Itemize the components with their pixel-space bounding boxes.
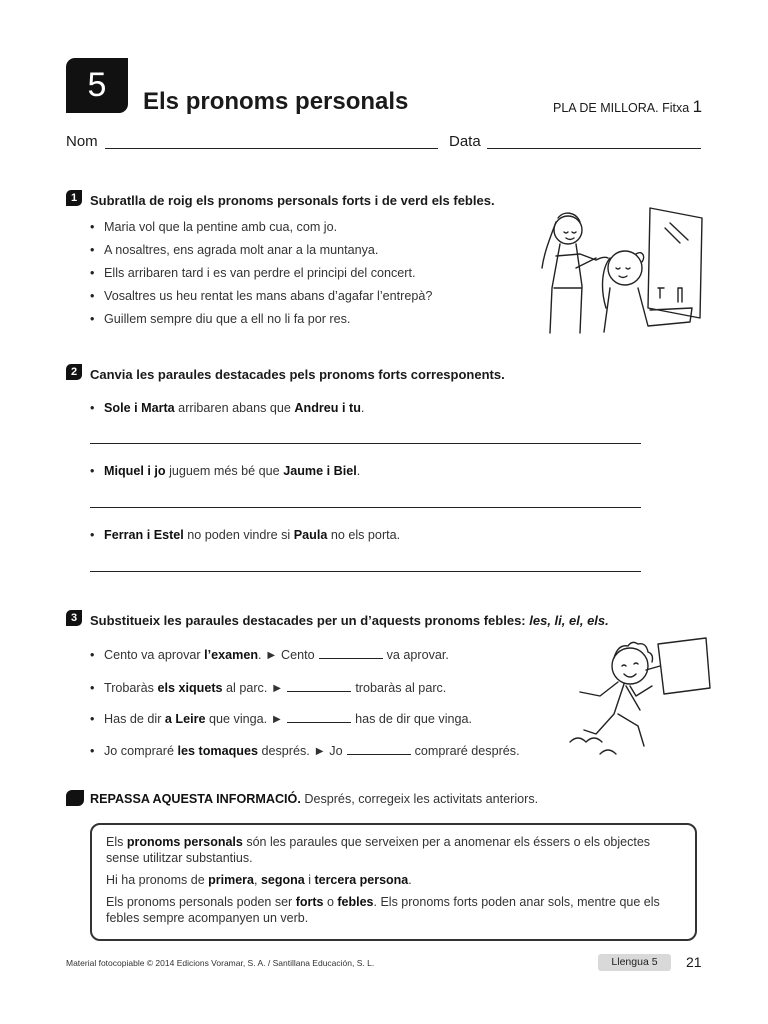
info-text: o [323,895,338,909]
info-bold: primera [208,873,254,887]
item-text: trobaràs al parc. [355,681,447,695]
exercise-3-item [90,647,449,662]
exercise-2-number: 2 [66,364,82,380]
item-text: Has de dir [104,712,165,726]
review-text: Després, corregeix les activitats anteriors. [304,792,539,806]
answer-line[interactable] [90,443,641,444]
info-text: . Els pronoms forts poden anar sols, mentre que els febles sempre acompanyen un verb. [106,895,660,925]
info-text: Els pronoms personals poden ser [106,895,296,909]
exercise-1-item: • Vosaltres us heu rentat les mans abans d’agafar l’entrepà? [90,289,432,303]
exercise-3-instruction-row [90,613,609,628]
answer-blank[interactable] [319,647,383,659]
exercise-1-item: • Guillem sempre diu que a ell no li fa por res. [90,312,350,326]
exercise-2-item [90,401,364,415]
exercise-2-item [90,528,400,542]
highlighted-words: els xiquets [157,681,223,695]
item-text: has de dir que vinga. [355,712,473,726]
info-text: i [304,873,315,887]
exercise-1-item: • Ells arribaren tard i es van perdre el principi del concert. [90,266,416,280]
info-box [90,823,697,941]
exercise-1-number: 1 [66,190,82,206]
exercise-3-item [90,711,472,726]
info-text: . [408,873,412,887]
worksheet-label [553,97,702,117]
name-label: Nom [66,133,98,150]
answer-line[interactable] [90,571,641,572]
item-text: Cento va aprovar [104,648,205,662]
exercise-1-item: • A nosaltres, ens agrada molt anar a la muntanya. [90,243,378,257]
plan-number: 1 [692,97,703,116]
info-bold: febles [337,895,374,909]
info-text: són les paraules que serveixen per a anomenar els éssers o els objectes sense utilitzar substantius. [106,835,651,865]
item-text: Jo compraré [104,744,178,758]
date-label: Data [449,133,481,150]
info-text: Hi ha pronoms de [106,873,209,887]
item-text: no poden vindre si [183,528,294,542]
subject-tag: Llengua 5 [598,954,671,971]
item-text: juguem més bé que [165,464,284,478]
info-paragraph-2 [106,872,681,888]
item-text: no els porta. [327,528,401,542]
date-field-line[interactable] [487,148,701,149]
info-bold: pronoms personals [126,835,243,849]
highlighted-words: l’examen [204,648,259,662]
info-bold: forts [295,895,324,909]
info-bold: segona [260,873,305,887]
exercise-3-instruction: Substitueix les paraules destacades per un d’aquests pronoms febles: [90,613,526,628]
unit-number-badge: 5 [66,58,128,113]
review-heading [90,792,538,806]
answer-blank[interactable] [287,680,351,692]
item-text: . [360,401,365,415]
item-text: compraré després. [414,744,520,758]
item-text: Jo [325,744,343,758]
highlighted-words: les tomaques [177,744,258,758]
item-text: . [356,464,361,478]
info-text: , [254,873,261,887]
exercise-2-instruction: Canvia les paraules destacades pels pronoms forts corresponents. [90,367,505,382]
answer-line[interactable] [90,507,641,508]
item-text: Cento [277,648,315,662]
item-text: que vinga. [205,712,271,726]
highlighted-words: Sole i Marta [104,401,175,415]
item-text: després. [258,744,314,758]
running-boy-illustration [540,630,720,760]
arrow-icon: ► [313,744,326,758]
answer-blank[interactable] [347,743,411,755]
arrow-icon: ► [265,648,278,662]
page-title: Els pronoms personals [143,88,409,115]
name-field-line[interactable] [105,148,438,149]
info-paragraph-1 [106,834,681,866]
highlighted-words: Paula [293,528,328,542]
answer-blank[interactable] [287,711,351,723]
exercise-1-instruction: Subratlla de roig els pronoms personals forts i de verd els febles. [90,193,495,208]
item-text: . [258,648,266,662]
highlighted-words: Ferran i Estel [104,528,184,542]
review-marker-icon [66,790,84,806]
exercise-2-item [90,464,360,478]
review-title: REPASSA AQUESTA INFORMACIÓ. [90,792,301,806]
item-text: va aprovar. [386,648,449,662]
highlighted-words: Miquel i jo [104,464,166,478]
item-text: al parc. [222,681,271,695]
highlighted-words: a Leire [164,712,206,726]
pronoun-list: les, li, el, els. [529,613,609,628]
info-text: Els [106,835,127,849]
highlighted-words: Andreu i tu [294,401,361,415]
exercise-1-item: • Maria vol que la pentine amb cua, com jo. [90,220,337,234]
info-paragraph-3 [106,894,681,926]
girls-hair-illustration [530,198,710,338]
exercise-3-item [90,680,446,695]
item-text: Trobaràs [104,681,158,695]
exercise-3-item [90,743,520,758]
highlighted-words: Jaume i Biel [283,464,357,478]
info-bold: tercera persona [314,873,409,887]
copyright-note: Material fotocopiable © 2014 Edicions Voramar, S. A. / Santillana Educación, S. L. [66,958,375,968]
arrow-icon: ► [270,712,284,726]
arrow-icon: ► [270,681,284,695]
exercise-3-number: 3 [66,610,82,626]
item-text: arribaren abans que [174,401,295,415]
plan-label: PLA DE MILLORA. Fitxa [553,101,690,115]
page-number: 21 [686,954,702,970]
